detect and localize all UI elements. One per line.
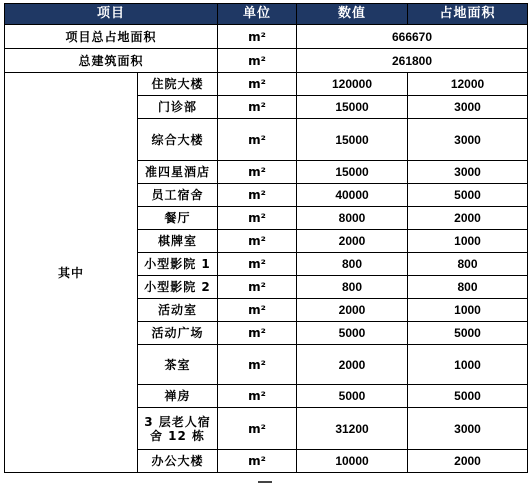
header-item: 项目 bbox=[5, 4, 218, 25]
row-unit: m² bbox=[218, 73, 297, 96]
row-value: 15000 bbox=[297, 161, 408, 184]
table-row bbox=[5, 73, 528, 96]
row-value: 2000 bbox=[297, 299, 408, 322]
row-name: 员工宿舍 bbox=[138, 184, 218, 207]
row-value: 120000 bbox=[297, 73, 408, 96]
row-land-area: 2000 bbox=[408, 207, 528, 230]
total-building-area-value: 261800 bbox=[297, 49, 528, 73]
total-building-area-row bbox=[5, 49, 528, 73]
row-name: 餐厅 bbox=[138, 207, 218, 230]
row-value: 31200 bbox=[297, 408, 408, 450]
row-unit: m² bbox=[218, 450, 297, 473]
row-value: 5000 bbox=[297, 385, 408, 408]
row-value: 40000 bbox=[297, 184, 408, 207]
row-name: 禅房 bbox=[138, 385, 218, 408]
row-land-area: 3000 bbox=[408, 119, 528, 161]
row-name: 活动室 bbox=[138, 299, 218, 322]
row-land-area: 5000 bbox=[408, 385, 528, 408]
row-name: 小型影院 2 bbox=[138, 276, 218, 299]
row-land-area: 5000 bbox=[408, 322, 528, 345]
total-land-area-label: 项目总占地面积 bbox=[5, 25, 218, 49]
row-value: 15000 bbox=[297, 96, 408, 119]
row-land-area: 800 bbox=[408, 276, 528, 299]
row-name: 准四星酒店 bbox=[138, 161, 218, 184]
row-land-area: 3000 bbox=[408, 408, 528, 450]
row-land-area: 1000 bbox=[408, 345, 528, 385]
row-land-area: 2000 bbox=[408, 450, 528, 473]
row-value: 8000 bbox=[297, 207, 408, 230]
row-unit: m² bbox=[218, 184, 297, 207]
row-land-area: 1000 bbox=[408, 299, 528, 322]
row-value: 2000 bbox=[297, 230, 408, 253]
row-unit: m² bbox=[218, 385, 297, 408]
row-unit: m² bbox=[218, 207, 297, 230]
total-building-area-unit: m² bbox=[218, 49, 297, 73]
row-name: 办公大楼 bbox=[138, 450, 218, 473]
row-value: 800 bbox=[297, 276, 408, 299]
row-land-area: 1000 bbox=[408, 230, 528, 253]
row-name: 活动广场 bbox=[138, 322, 218, 345]
row-land-area: 3000 bbox=[408, 96, 528, 119]
total-land-area-row bbox=[5, 25, 528, 49]
land-area-table bbox=[4, 3, 528, 473]
row-unit: m² bbox=[218, 345, 297, 385]
row-unit: m² bbox=[218, 276, 297, 299]
total-land-area-value: 666670 bbox=[297, 25, 528, 49]
row-name: 综合大楼 bbox=[138, 119, 218, 161]
row-land-area: 800 bbox=[408, 253, 528, 276]
row-value: 5000 bbox=[297, 322, 408, 345]
row-unit: m² bbox=[218, 119, 297, 161]
row-value: 10000 bbox=[297, 450, 408, 473]
row-unit: m² bbox=[218, 322, 297, 345]
header-value: 数值 bbox=[297, 4, 408, 25]
group-label: 其中 bbox=[5, 73, 138, 473]
header-land-area: 占地面积 bbox=[408, 4, 528, 25]
row-name bbox=[138, 408, 218, 450]
row-land-area: 12000 bbox=[408, 73, 528, 96]
page-footer-mark bbox=[258, 481, 272, 483]
row-value: 2000 bbox=[297, 345, 408, 385]
row-name: 门诊部 bbox=[138, 96, 218, 119]
row-unit: m² bbox=[218, 299, 297, 322]
row-unit: m² bbox=[218, 230, 297, 253]
row-unit: m² bbox=[218, 161, 297, 184]
row-unit: m² bbox=[218, 96, 297, 119]
header-unit: 单位 bbox=[218, 4, 297, 25]
row-land-area: 5000 bbox=[408, 184, 528, 207]
row-name-line1: 3 层老人宿 bbox=[144, 414, 211, 429]
header-row bbox=[5, 4, 528, 25]
row-name: 住院大楼 bbox=[138, 73, 218, 96]
row-value: 15000 bbox=[297, 119, 408, 161]
row-name: 小型影院 1 bbox=[138, 253, 218, 276]
row-unit: m² bbox=[218, 253, 297, 276]
row-name-line2: 舍 12 栋 bbox=[149, 428, 206, 443]
row-name: 茶室 bbox=[138, 345, 218, 385]
row-unit: m² bbox=[218, 408, 297, 450]
total-land-area-unit: m² bbox=[218, 25, 297, 49]
row-name: 棋牌室 bbox=[138, 230, 218, 253]
row-land-area: 3000 bbox=[408, 161, 528, 184]
row-value: 800 bbox=[297, 253, 408, 276]
total-building-area-label: 总建筑面积 bbox=[5, 49, 218, 73]
